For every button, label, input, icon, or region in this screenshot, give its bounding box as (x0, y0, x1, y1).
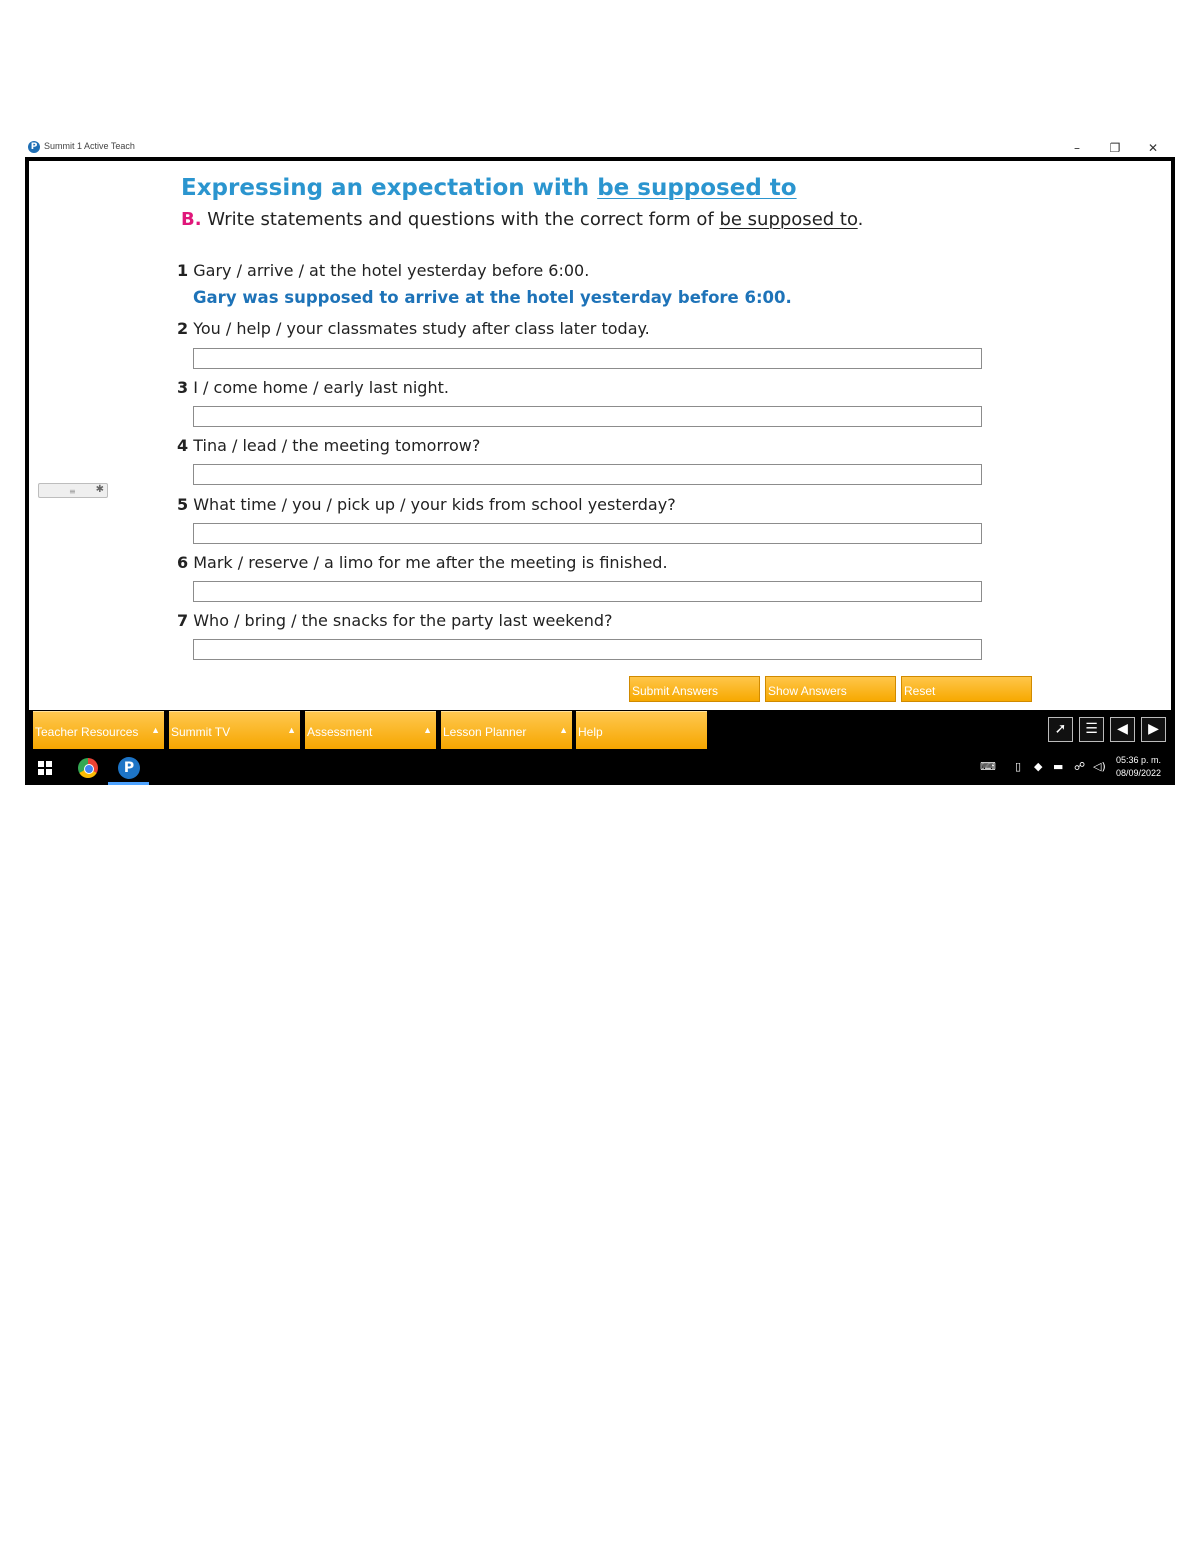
item-number: 3 (177, 378, 189, 397)
item-prompt: Who / bring / the snacks for the party last weekend? (193, 611, 613, 630)
exercise-item-7 (177, 611, 613, 630)
item-prompt: I / come home / early last night. (193, 378, 449, 397)
exercise-item-1 (177, 261, 589, 280)
heading-text: Expressing an expectation with (181, 175, 598, 201)
answer-input-5[interactable] (193, 523, 982, 544)
instruction-term: be supposed to (719, 209, 858, 230)
tab-help[interactable] (576, 711, 707, 749)
app-tray-icon[interactable]: ▬ (1053, 760, 1064, 773)
submit-answers-button[interactable]: Submit Answers (629, 676, 760, 702)
tab-label: Summit TV (171, 725, 231, 739)
maximize-icon[interactable]: ❐ (1109, 141, 1121, 155)
tab-label: Lesson Planner (443, 725, 527, 739)
exercise-item-6 (177, 553, 668, 572)
item-prompt: Gary / arrive / at the hotel yesterday before 6:00. (193, 261, 590, 280)
item-number: 6 (177, 553, 189, 572)
keyboard-icon[interactable]: ⌨ (980, 760, 996, 773)
exercise-item-5 (177, 495, 676, 514)
chevron-up-icon: ▲ (151, 725, 160, 735)
model-answer: Gary was supposed to arrive at the hotel yesterday before 6:00. (193, 288, 792, 307)
answer-input-6[interactable] (193, 581, 982, 602)
exercise-item-4 (177, 436, 480, 455)
chrome-icon[interactable] (78, 758, 98, 778)
item-prompt: What time / you / pick up / your kids from school yesterday? (193, 495, 676, 514)
item-number: 7 (177, 611, 189, 630)
volume-icon[interactable]: ◁) (1093, 760, 1106, 773)
pearson-app-icon: P (28, 141, 40, 153)
answer-input-3[interactable] (193, 406, 982, 427)
heading-grammar-link[interactable]: be supposed to (597, 175, 797, 201)
item-prompt: Mark / reserve / a limo for me after the meeting is finished. (193, 553, 668, 572)
chevron-up-icon: ▲ (559, 725, 568, 735)
tab-label: Assessment (307, 725, 373, 739)
windows-taskbar (25, 750, 1175, 785)
item-prompt: Tina / lead / the meeting tomorrow? (193, 436, 481, 455)
clock-time: 05:36 p. m. (1116, 755, 1162, 765)
tab-label: Teacher Resources (35, 725, 139, 739)
item-prompt: You / help / your classmates study after class later today. (193, 319, 650, 338)
network-icon[interactable]: ☍ (1074, 760, 1086, 773)
chevron-up-icon: ▲ (287, 725, 296, 735)
answer-input-2[interactable] (193, 348, 982, 369)
tab-teacher-resources[interactable] (33, 711, 164, 749)
taskbar-clock[interactable] (1116, 754, 1161, 780)
exercise-item-3 (177, 378, 449, 397)
list-icon[interactable]: ☰ (1079, 717, 1104, 742)
pearson-taskbar-icon[interactable]: P (118, 757, 140, 779)
exercise-panel (29, 161, 1171, 710)
slider-knob-icon[interactable]: ✱ (95, 484, 104, 495)
tab-lesson-planner[interactable] (441, 711, 572, 749)
next-icon[interactable]: ▶ (1141, 717, 1166, 742)
window-title-bar (25, 138, 1175, 158)
tab-assessment[interactable] (305, 711, 436, 749)
answer-input-4[interactable] (193, 464, 982, 485)
minimize-icon[interactable]: – (1074, 141, 1080, 155)
item-number: 5 (177, 495, 189, 514)
answer-input-7[interactable] (193, 639, 982, 660)
item-number: 1 (177, 261, 189, 280)
battery-icon[interactable]: ▯ (1015, 760, 1022, 773)
chevron-up-icon: ▲ (423, 725, 432, 735)
instruction-end: . (857, 209, 864, 230)
reset-button[interactable]: Reset (901, 676, 1032, 702)
security-icon[interactable]: ◆ (1034, 760, 1043, 773)
instruction-text: Write statements and questions with the correct form of (201, 209, 720, 230)
item-number: 4 (177, 436, 189, 455)
windows-start-icon[interactable] (38, 761, 52, 775)
window-title: Summit 1 Active Teach (44, 141, 135, 151)
active-app-indicator (108, 782, 149, 785)
home-icon[interactable]: ➚ (1048, 717, 1073, 742)
tab-label: Help (578, 725, 603, 739)
exercise-heading (181, 175, 797, 201)
clock-date: 08/09/2022 (1116, 768, 1162, 778)
previous-icon[interactable]: ◀ (1110, 717, 1135, 742)
show-answers-button[interactable]: Show Answers (765, 676, 896, 702)
item-number: 2 (177, 319, 189, 338)
exercise-letter: B. (181, 209, 202, 230)
close-icon[interactable]: ✕ (1147, 141, 1159, 155)
tab-summit-tv[interactable] (169, 711, 300, 749)
zoom-slider[interactable] (38, 483, 108, 498)
slider-grip-icon[interactable]: ≡ (69, 487, 76, 496)
exercise-instruction (181, 209, 863, 230)
exercise-item-2 (177, 319, 650, 338)
